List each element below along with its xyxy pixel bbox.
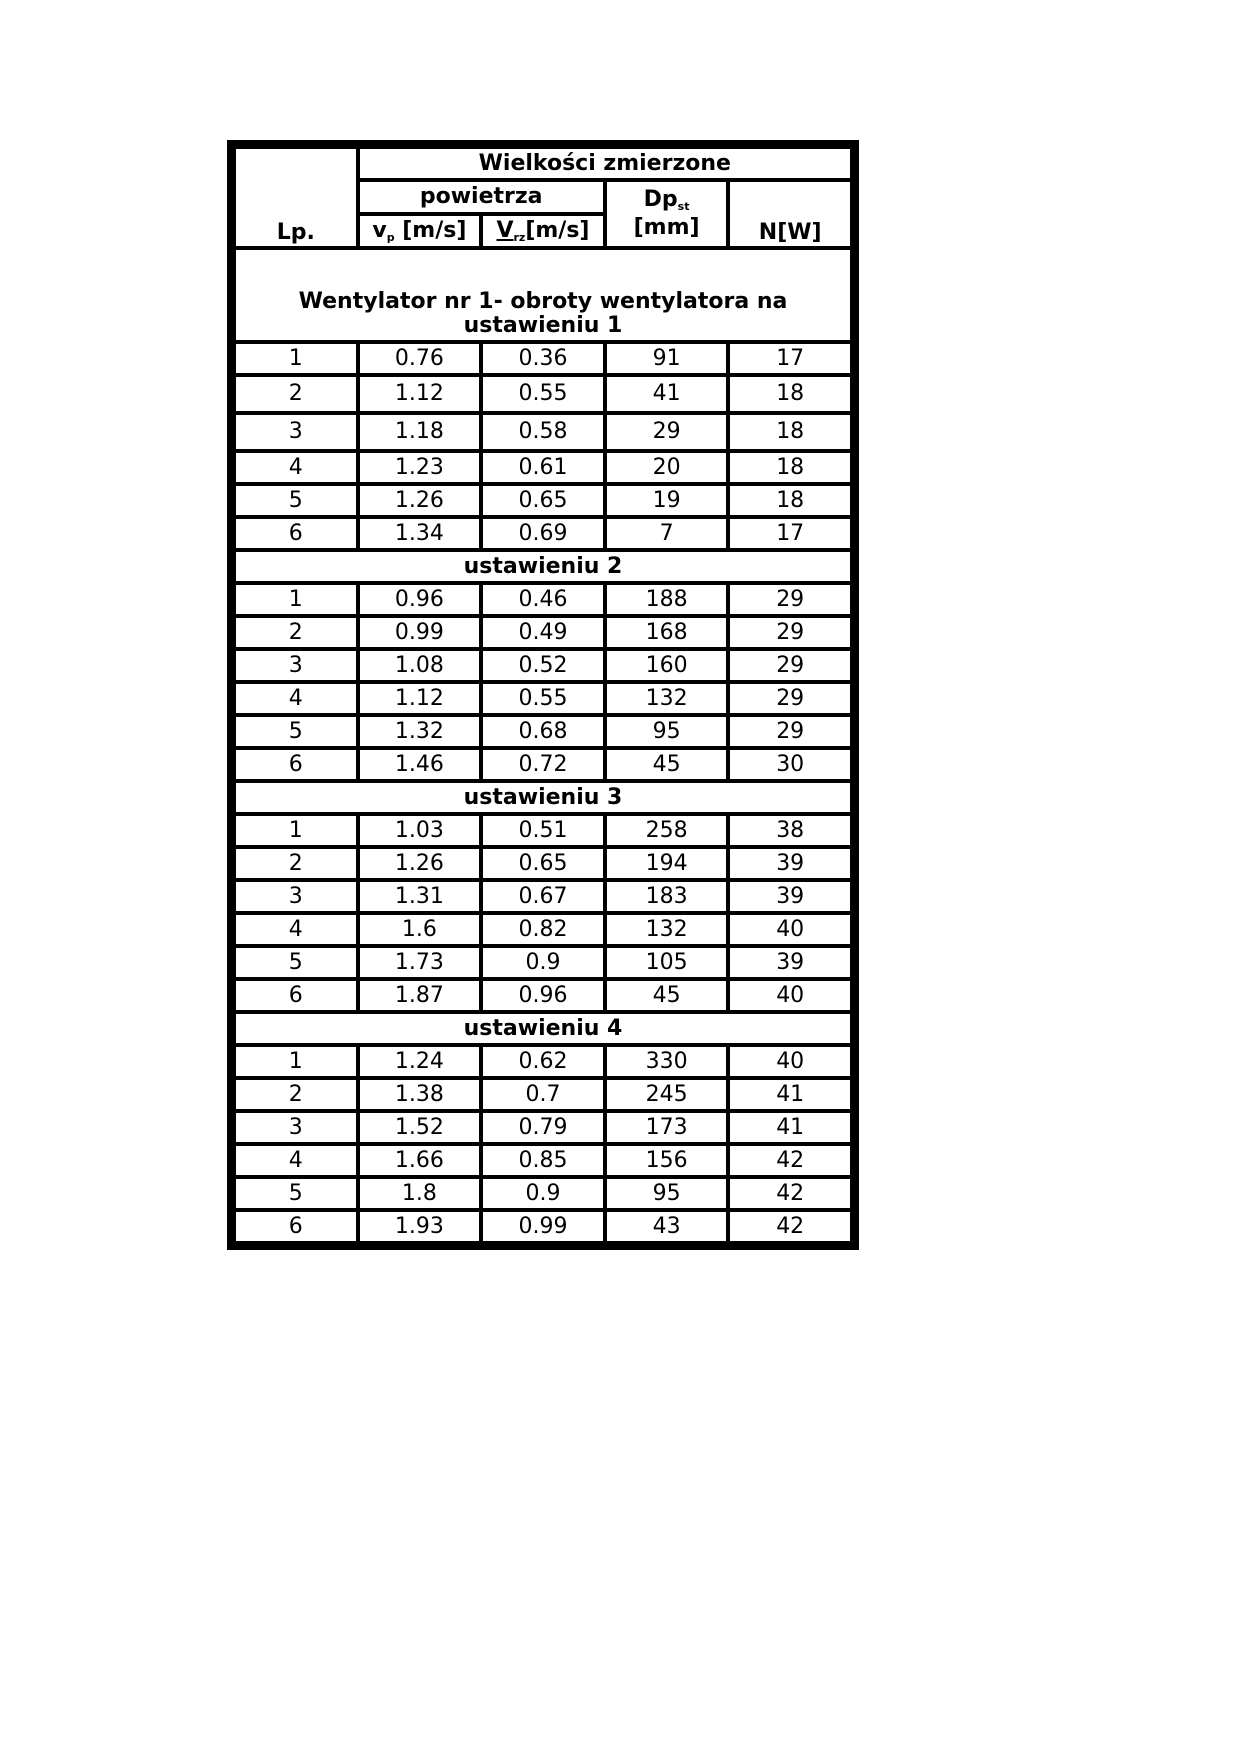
vp-cell: 1.26	[358, 484, 482, 517]
vp-cell: 1.31	[358, 880, 482, 913]
table-row	[234, 946, 852, 979]
lp-cell: 5	[234, 1177, 358, 1210]
dp-cell: 7	[605, 517, 729, 550]
table-row	[234, 342, 852, 375]
vp-cell: 1.93	[358, 1210, 482, 1243]
dp-cell: 173	[605, 1111, 729, 1144]
vrz-cell: 0.46	[481, 583, 605, 616]
vp-cell: 1.03	[358, 814, 482, 847]
table-header	[234, 147, 852, 248]
section-title-row	[234, 248, 852, 342]
lp-cell: 2	[234, 375, 358, 413]
dp-cell: 160	[605, 649, 729, 682]
dp-cell: 95	[605, 1177, 729, 1210]
vp-cell: 1.26	[358, 847, 482, 880]
dp-cell: 91	[605, 342, 729, 375]
table-row	[234, 880, 852, 913]
power-cell: 29	[728, 649, 852, 682]
vrz-cell: 0.52	[481, 649, 605, 682]
dp-cell: 183	[605, 880, 729, 913]
vp-subscript: p	[386, 230, 395, 244]
lp-cell: 6	[234, 517, 358, 550]
vrz-cell: 0.68	[481, 715, 605, 748]
dp-cell: 45	[605, 979, 729, 1012]
power-header: N[W]	[728, 180, 852, 248]
table-row	[234, 1111, 852, 1144]
power-cell: 42	[728, 1144, 852, 1177]
lp-cell: 3	[234, 880, 358, 913]
vp-cell: 0.99	[358, 616, 482, 649]
power-cell: 38	[728, 814, 852, 847]
lp-cell: 1	[234, 1045, 358, 1078]
lp-cell: 5	[234, 946, 358, 979]
vrz-cell: 0.65	[481, 847, 605, 880]
table-row	[234, 814, 852, 847]
measurement-table-frame	[227, 140, 859, 1250]
lp-cell: 2	[234, 616, 358, 649]
vrz-cell: 0.9	[481, 1177, 605, 1210]
lp-cell: 1	[234, 583, 358, 616]
dp-cell: 29	[605, 413, 729, 451]
lp-cell: 5	[234, 484, 358, 517]
table-row	[234, 847, 852, 880]
table-row	[234, 517, 852, 550]
vrz-subscript: rz	[513, 230, 526, 244]
vrz-cell: 0.79	[481, 1111, 605, 1144]
lp-cell: 6	[234, 748, 358, 781]
power-cell: 29	[728, 682, 852, 715]
vrz-header	[481, 214, 605, 248]
power-cell: 18	[728, 451, 852, 484]
lp-cell: 3	[234, 649, 358, 682]
dp-unit: [mm]	[633, 215, 700, 241]
dp-cell: 41	[605, 375, 729, 413]
vp-cell: 1.87	[358, 979, 482, 1012]
power-cell: 40	[728, 913, 852, 946]
table-row	[234, 979, 852, 1012]
vrz-cell: 0.82	[481, 913, 605, 946]
lp-column-header: Lp.	[234, 147, 358, 248]
section-title: ustawieniu 4	[234, 1012, 852, 1045]
table-row	[234, 484, 852, 517]
vp-cell: 1.12	[358, 375, 482, 413]
vrz-cell: 0.55	[481, 682, 605, 715]
power-cell: 39	[728, 880, 852, 913]
vrz-cell: 0.55	[481, 375, 605, 413]
vp-header	[358, 214, 482, 248]
vrz-cell: 0.58	[481, 413, 605, 451]
dp-cell: 194	[605, 847, 729, 880]
vrz-cell: 0.96	[481, 979, 605, 1012]
dp-cell: 132	[605, 682, 729, 715]
vrz-cell: 0.7	[481, 1078, 605, 1111]
vrz-cell: 0.72	[481, 748, 605, 781]
section-title-row	[234, 550, 852, 583]
vrz-cell: 0.49	[481, 616, 605, 649]
power-cell: 17	[728, 342, 852, 375]
vp-cell: 1.08	[358, 649, 482, 682]
dp-subscript: st	[677, 200, 690, 214]
lp-cell: 1	[234, 814, 358, 847]
table-body	[234, 248, 852, 1243]
dp-cell: 105	[605, 946, 729, 979]
table-row	[234, 413, 852, 451]
dp-cell: 20	[605, 451, 729, 484]
power-cell: 29	[728, 583, 852, 616]
lp-cell: 4	[234, 1144, 358, 1177]
vrz-symbol	[496, 218, 525, 243]
vrz-cell: 0.51	[481, 814, 605, 847]
vp-cell: 1.23	[358, 451, 482, 484]
vp-cell: 1.52	[358, 1111, 482, 1144]
air-header: powietrza	[358, 180, 605, 214]
section-title-row	[234, 781, 852, 814]
power-cell: 30	[728, 748, 852, 781]
power-cell: 18	[728, 375, 852, 413]
table-row	[234, 1045, 852, 1078]
lp-cell: 4	[234, 913, 358, 946]
vp-cell: 0.76	[358, 342, 482, 375]
table-row	[234, 748, 852, 781]
table-row	[234, 715, 852, 748]
lp-cell: 4	[234, 682, 358, 715]
power-cell: 40	[728, 1045, 852, 1078]
table-row	[234, 1078, 852, 1111]
dp-cell: 168	[605, 616, 729, 649]
lp-cell: 2	[234, 847, 358, 880]
vp-cell: 1.46	[358, 748, 482, 781]
section-title: Wentylator nr 1- obroty wentylatora na ustawieniu 1	[234, 248, 852, 342]
section-title-row	[234, 1012, 852, 1045]
table-row	[234, 616, 852, 649]
vrz-cell: 0.99	[481, 1210, 605, 1243]
dp-cell: 19	[605, 484, 729, 517]
vrz-unit: [m/s]	[525, 217, 590, 243]
dp-cell: 156	[605, 1144, 729, 1177]
dp-cell: 43	[605, 1210, 729, 1243]
dp-cell: 132	[605, 913, 729, 946]
dp-cell: 45	[605, 748, 729, 781]
dp-cell: 95	[605, 715, 729, 748]
vp-cell: 1.38	[358, 1078, 482, 1111]
power-cell: 39	[728, 946, 852, 979]
vp-cell: 1.66	[358, 1144, 482, 1177]
dp-cell: 258	[605, 814, 729, 847]
vp-cell: 1.6	[358, 913, 482, 946]
table-row	[234, 649, 852, 682]
vp-cell: 1.8	[358, 1177, 482, 1210]
lp-cell: 6	[234, 1210, 358, 1243]
table-row	[234, 1210, 852, 1243]
vrz-cell: 0.69	[481, 517, 605, 550]
vrz-cell: 0.62	[481, 1045, 605, 1078]
lp-cell: 5	[234, 715, 358, 748]
power-cell: 29	[728, 616, 852, 649]
section-title: ustawieniu 3	[234, 781, 852, 814]
power-cell: 17	[728, 517, 852, 550]
vp-cell: 1.18	[358, 413, 482, 451]
vp-cell: 1.73	[358, 946, 482, 979]
power-cell: 41	[728, 1078, 852, 1111]
vrz-letter: V	[496, 217, 514, 243]
section-title: ustawieniu 2	[234, 550, 852, 583]
dp-cell: 245	[605, 1078, 729, 1111]
vp-symbol: v	[372, 217, 387, 243]
table-row	[234, 375, 852, 413]
table-row	[234, 451, 852, 484]
table-row	[234, 682, 852, 715]
vp-cell: 1.12	[358, 682, 482, 715]
dp-cell: 188	[605, 583, 729, 616]
power-cell: 42	[728, 1177, 852, 1210]
power-cell: 18	[728, 413, 852, 451]
power-cell: 40	[728, 979, 852, 1012]
lp-cell: 2	[234, 1078, 358, 1111]
power-cell: 41	[728, 1111, 852, 1144]
dp-cell: 330	[605, 1045, 729, 1078]
vrz-cell: 0.65	[481, 484, 605, 517]
power-cell: 39	[728, 847, 852, 880]
static-pressure-header	[605, 180, 729, 248]
lp-cell: 4	[234, 451, 358, 484]
power-cell: 42	[728, 1210, 852, 1243]
vrz-cell: 0.67	[481, 880, 605, 913]
vp-unit: [m/s]	[394, 217, 467, 243]
power-cell: 18	[728, 484, 852, 517]
lp-cell: 3	[234, 413, 358, 451]
vrz-cell: 0.36	[481, 342, 605, 375]
lp-cell: 6	[234, 979, 358, 1012]
table-row	[234, 913, 852, 946]
table-row	[234, 1144, 852, 1177]
vp-cell: 0.96	[358, 583, 482, 616]
vrz-cell: 0.61	[481, 451, 605, 484]
lp-cell: 1	[234, 342, 358, 375]
vrz-cell: 0.85	[481, 1144, 605, 1177]
table-row	[234, 583, 852, 616]
measured-quantities-header: Wielkości zmierzone	[358, 147, 852, 180]
vp-cell: 1.34	[358, 517, 482, 550]
dp-symbol: Dp	[643, 187, 678, 213]
vp-cell: 1.32	[358, 715, 482, 748]
table-row	[234, 1177, 852, 1210]
vp-cell: 1.24	[358, 1045, 482, 1078]
lp-cell: 3	[234, 1111, 358, 1144]
measurement-table	[232, 145, 854, 1245]
vrz-cell: 0.9	[481, 946, 605, 979]
power-cell: 29	[728, 715, 852, 748]
